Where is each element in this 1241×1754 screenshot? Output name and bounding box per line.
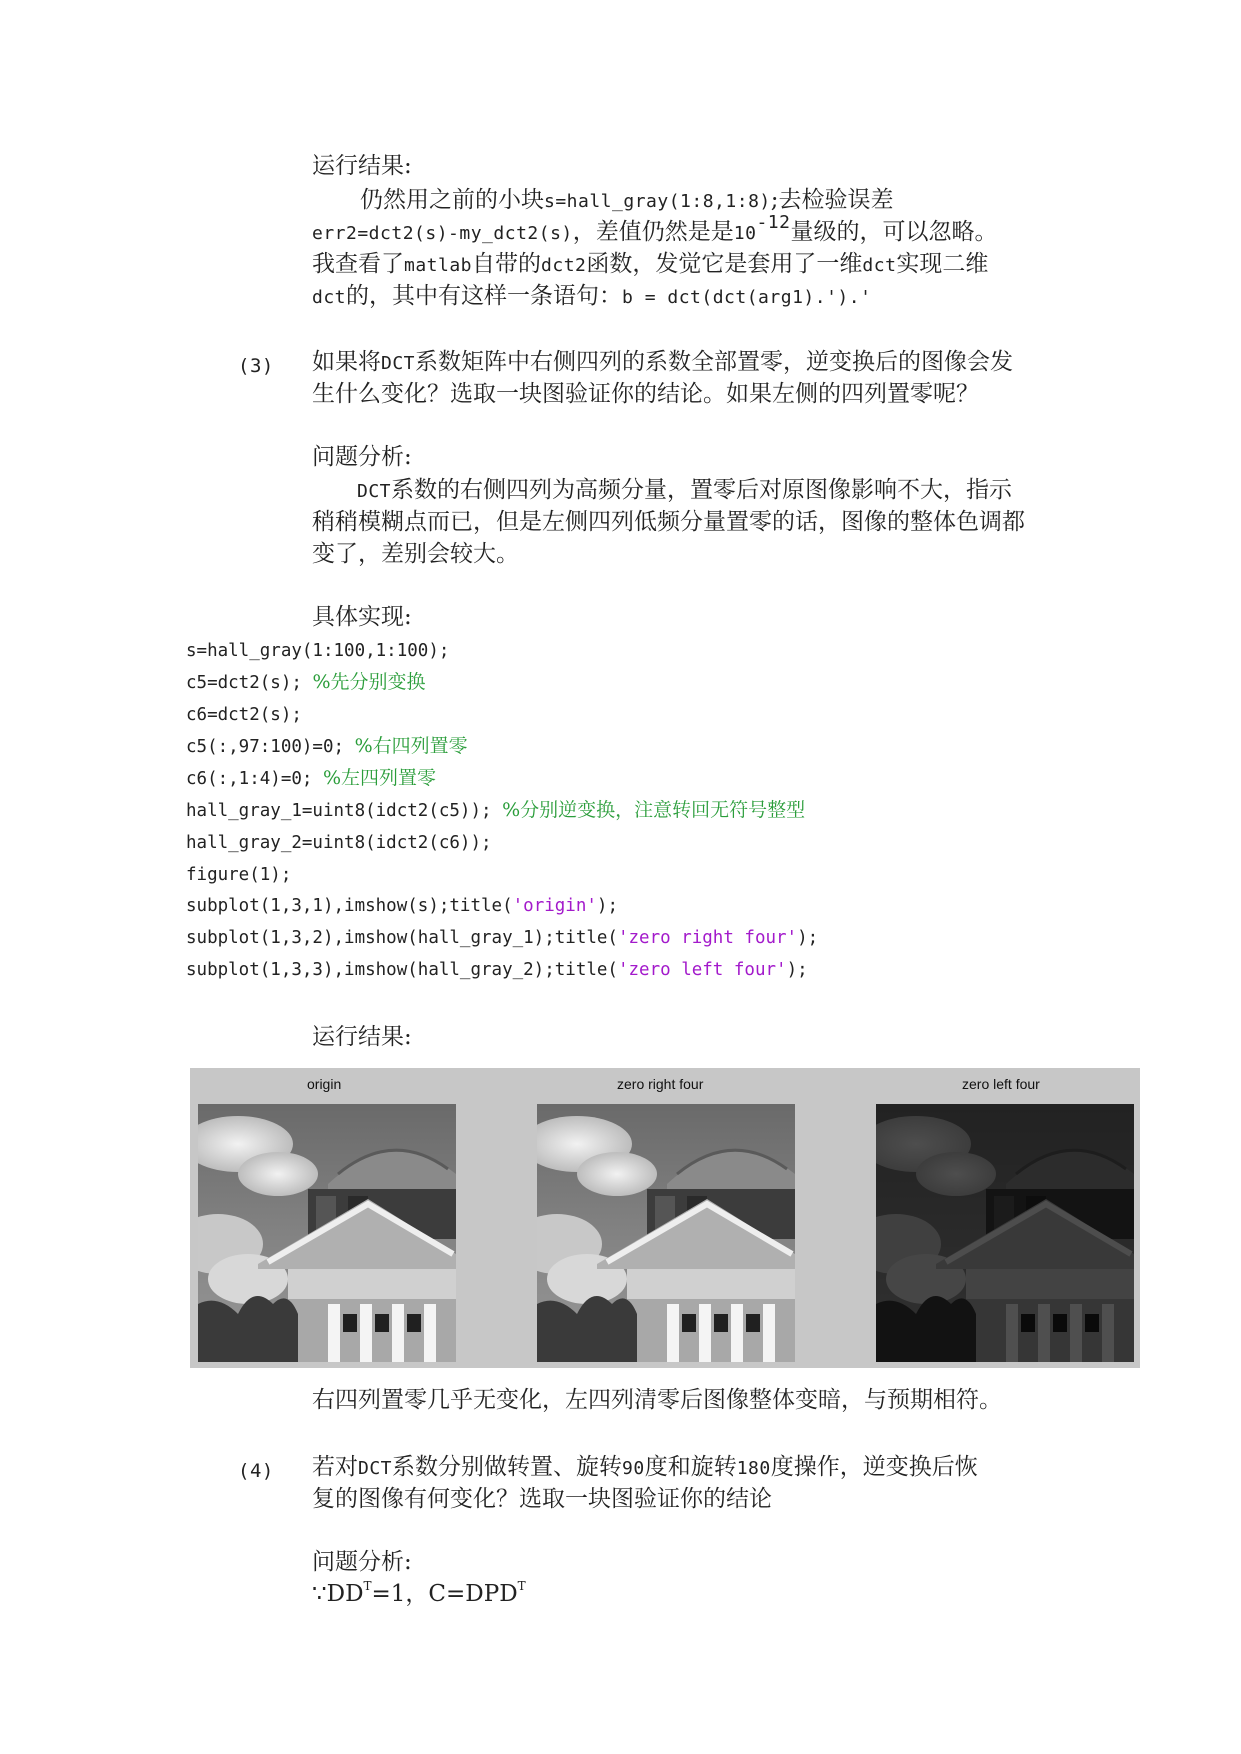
matlab-figure: [190, 1068, 1140, 1368]
subplot-title: zero right four: [617, 1076, 704, 1092]
analysis-heading: 问题分析:: [312, 444, 412, 470]
zero-left-image: [876, 1104, 1134, 1362]
code-line: subplot(1,3,2),imshow(hall_gray_1);title('zero right four');: [186, 928, 819, 948]
question-text: 若对DCT系数分别做转置、旋转90度和旋转180度操作，逆变换后恢: [312, 1454, 978, 1480]
code-line: c6(:,1:4)=0; %左四列置零: [186, 767, 437, 789]
question-number: (3): [238, 355, 274, 377]
subplot-title: zero left four: [962, 1076, 1040, 1092]
paragraph-line: dct的，其中有这样一条语句：b = dct(dct(arg1).').': [312, 283, 872, 309]
paragraph-line: 仍然用之前的小块s=hall_gray(1:8,1:8);去检验误差: [360, 187, 894, 213]
result-heading-2: 运行结果:: [312, 1024, 412, 1050]
conclusion-text: 右四列置零几乎无变化，左四列清零后图像整体变暗，与预期相符。: [312, 1387, 1002, 1413]
code-line: subplot(1,3,1),imshow(s);title('origin');: [186, 896, 618, 916]
zero-right-image: [537, 1104, 795, 1362]
analysis-heading: 问题分析:: [312, 1549, 412, 1575]
formula-line: $\because DD^T=1$，$C=DPD^T$: [312, 1579, 526, 1607]
code-line: figure(1);: [186, 865, 292, 885]
question-number: (4): [238, 1460, 274, 1482]
code-line: c5=dct2(s); %先分别变换: [186, 671, 426, 693]
analysis-text: 变了，差别会较大。: [312, 541, 519, 567]
paragraph-line: 我查看了matlab自带的dct2函数，发觉它是套用了一维dct实现二维: [312, 251, 989, 277]
implementation-heading: 具体实现:: [312, 604, 412, 630]
code-line: hall_gray_1=uint8(idct2(c5)); %分别逆变换，注意转回无符号整型: [186, 799, 806, 821]
code-line: s=hall_gray(1:100,1:100);: [186, 641, 450, 661]
question-text: 生什么变化？选取一块图验证你的结论。如果左侧的四列置零呢？: [312, 381, 979, 407]
analysis-text: DCT系数的右侧四列为高频分量，置零后对原图像影响不大，指示: [357, 477, 1013, 503]
code-line: c5(:,97:100)=0; %右四列置零: [186, 735, 468, 757]
code-line: subplot(1,3,3),imshow(hall_gray_2);title('zero left four');: [186, 960, 808, 980]
original-image: [198, 1104, 456, 1362]
code-line: c6=dct2(s);: [186, 705, 302, 725]
analysis-text: 稍稍模糊点而已，但是左侧四列低频分量置零的话，图像的整体色调都: [312, 509, 1025, 535]
code-line: hall_gray_2=uint8(idct2(c6));: [186, 833, 492, 853]
subplot-title: origin: [307, 1076, 342, 1092]
question-text: 如果将DCT系数矩阵中右侧四列的系数全部置零，逆变换后的图像会发: [312, 349, 1014, 375]
question-text: 复的图像有何变化？选取一块图验证你的结论: [312, 1486, 772, 1512]
result-heading-1: 运行结果:: [312, 153, 412, 179]
paragraph-line: err2=dct2(s)-my_dct2(s)，差值仍然是是$10^{-12}$量级的，可以忽略。: [312, 212, 998, 245]
